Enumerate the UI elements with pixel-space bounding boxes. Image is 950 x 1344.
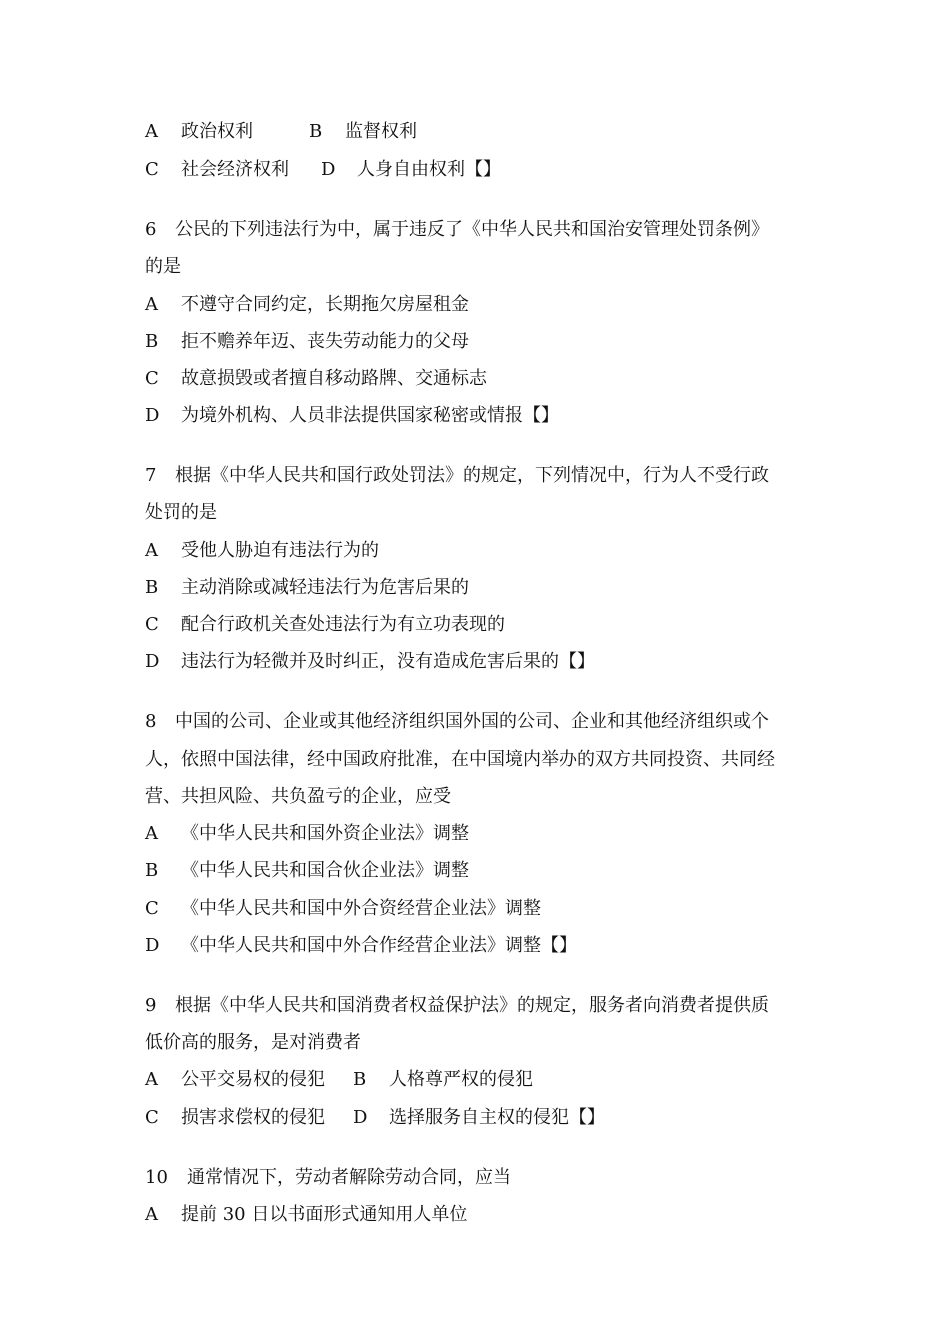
option-text: 故意损毁或者擅自移动路牌、交通标志 [181,368,487,389]
question-text: 营、共担风险、共负盈亏的企业，应受 [145,786,451,807]
option-text: 公平交易权的侵犯 [181,1069,325,1090]
question-text: 根据《中华人民共和国行政处罚法》的规定，下列情况中，行为人不受行政 [175,465,769,486]
q7-option-d [145,650,815,674]
option-letter: D [145,651,160,672]
q8-stem [145,710,815,734]
option-letter: B [145,331,159,352]
option-letter: D [353,1107,368,1128]
question-text: 的是 [145,256,181,277]
question-text: 公民的下列违法行为中，属于违反了《中华人民共和国治安管理处罚条例》 [175,219,769,240]
question-number: 6 [145,219,157,240]
option-text: 配合行政机关查处违法行为有立功表现的 [181,614,505,635]
q9-option-row-cd [145,1106,815,1130]
question-text: 通常情况下，劳动者解除劳动合同，应当 [187,1167,511,1188]
question-text: 根据《中华人民共和国消费者权益保护法》的规定，服务者向消费者提供质 [175,995,769,1016]
question-text: 中国的公司、企业或其他经济组织国外国的公司、企业和其他经济组织或个 [175,711,769,732]
option-letter: A [145,121,158,142]
q5-option-row-ab [145,120,815,144]
option-text: 选择服务自主权的侵犯【】 [389,1107,605,1128]
option-text: 《中华人民共和国中外合资经营企业法》调整 [181,898,541,919]
option-letter: B [145,577,159,598]
option-letter: A [145,294,158,315]
q7-option-c [145,613,815,637]
q8-option-d [145,934,815,958]
q8-option-b [145,859,815,883]
option-text: 受他人胁迫有违法行为的 [181,540,379,561]
option-text: 提前 30 日以书面形式通知用人单位 [181,1204,468,1225]
option-letter: D [321,159,336,180]
option-text: 社会经济权利 [181,159,289,180]
q7-option-b [145,576,815,600]
q9-option-row-ab [145,1068,815,1092]
option-text: 《中华人民共和国合伙企业法》调整 [181,860,469,881]
q8-option-a [145,822,815,846]
question-number: 9 [145,995,157,1016]
option-letter: C [145,159,159,180]
option-letter: A [145,823,158,844]
option-letter: B [309,121,323,142]
option-letter: A [145,1204,158,1225]
q10-stem [145,1166,815,1190]
option-text: 为境外机构、人员非法提供国家秘密或情报【】 [181,405,559,426]
question-number: 8 [145,711,157,732]
option-text: 主动消除或减轻违法行为危害后果的 [181,577,469,598]
option-letter: C [145,1107,159,1128]
question-text: 处罚的是 [145,502,217,523]
option-letter: C [145,898,159,919]
option-text: 《中华人民共和国外资企业法》调整 [181,823,469,844]
question-number: 7 [145,465,157,486]
q6-option-b [145,330,815,354]
option-text: 人格尊严权的侵犯 [389,1069,533,1090]
q9-stem-cont [145,1031,815,1055]
question-number: 10 [145,1167,168,1188]
option-text: 《中华人民共和国中外合作经营企业法》调整【】 [181,935,577,956]
q6-stem [145,218,815,242]
q8-stem-cont2 [145,785,815,809]
option-letter: C [145,368,159,389]
q6-option-d [145,404,815,428]
q7-option-a [145,539,815,563]
option-letter: B [145,860,159,881]
option-text: 违法行为轻微并及时纠正，没有造成危害后果的【】 [181,651,595,672]
question-text: 低价高的服务，是对消费者 [145,1032,361,1053]
q8-stem-cont [145,748,815,772]
option-text: 拒不赡养年迈、丧失劳动能力的父母 [181,331,469,352]
q9-stem [145,994,815,1018]
q7-stem [145,464,815,488]
option-letter: B [353,1069,367,1090]
q5-option-row-cd [145,158,815,182]
q6-option-c [145,367,815,391]
option-text: 不遵守合同约定，长期拖欠房屋租金 [181,294,469,315]
question-text: 人，依照中国法律，经中国政府批准，在中国境内举办的双方共同投资、共同经 [145,749,775,770]
option-text: 人身自由权利【】 [357,159,501,180]
option-text: 损害求偿权的侵犯 [181,1107,325,1128]
q10-option-a [145,1203,815,1227]
option-letter: A [145,1069,158,1090]
q6-option-a [145,293,815,317]
option-letter: D [145,405,160,426]
option-text: 监督权利 [345,121,417,142]
q7-stem-cont [145,501,815,525]
q8-option-c [145,897,815,921]
option-letter: D [145,935,160,956]
q6-stem-cont [145,255,815,279]
option-letter: A [145,540,158,561]
option-letter: C [145,614,159,635]
option-text: 政治权利 [181,121,253,142]
